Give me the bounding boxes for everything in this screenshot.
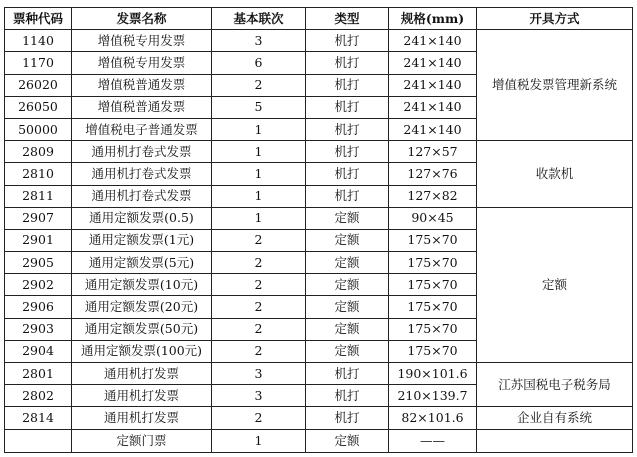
header-name: 发票名称: [72, 8, 212, 30]
cell-name: 通用机打卷式发票: [72, 141, 212, 163]
cell-copies: 2: [212, 340, 306, 362]
cell-copies: 1: [212, 185, 306, 207]
cell-name: 通用机打发票: [72, 385, 212, 407]
cell-code: 2814: [5, 407, 72, 430]
cell-code: 2901: [5, 229, 72, 251]
cell-copies: 2: [212, 229, 306, 251]
cell-name: 定额门票: [72, 430, 212, 452]
cell-spec: 175×70: [389, 229, 477, 251]
cell-name: 增值税电子普通发票: [72, 118, 212, 140]
cell-name: 增值税专用发票: [72, 30, 212, 52]
cell-spec: ——: [389, 430, 477, 452]
cell-name: 增值税专用发票: [72, 52, 212, 74]
header-spec: 规格(mm): [389, 8, 477, 30]
cell-type: 机打: [306, 407, 389, 430]
cell-spec: 127×76: [389, 163, 477, 185]
cell-name: 通用定额发票(0.5): [72, 207, 212, 229]
table-row: [5, 141, 633, 163]
cell-type: 定额: [306, 207, 389, 229]
cell-code: 2904: [5, 340, 72, 362]
cell-spec: 175×70: [389, 340, 477, 362]
cell-method: 企业自有系统: [477, 407, 633, 430]
cell-copies: 5: [212, 96, 306, 118]
cell-type: 机打: [306, 74, 389, 96]
cell-copies: 6: [212, 52, 306, 74]
cell-spec: 175×70: [389, 318, 477, 340]
cell-code: 2810: [5, 163, 72, 185]
cell-spec: 127×57: [389, 141, 477, 163]
cell-type: 定额: [306, 229, 389, 251]
cell-name: 增值税普通发票: [72, 96, 212, 118]
cell-copies: 3: [212, 385, 306, 407]
cell-method: 江苏国税电子税务局: [477, 363, 633, 407]
cell-spec: 175×70: [389, 252, 477, 274]
table-row: [5, 430, 633, 452]
cell-spec: 241×140: [389, 30, 477, 52]
cell-type: 机打: [306, 363, 389, 385]
cell-code: 1170: [5, 52, 72, 74]
cell-name: 通用机打卷式发票: [72, 163, 212, 185]
cell-spec: 241×140: [389, 118, 477, 140]
cell-copies: 1: [212, 118, 306, 140]
header-type: 类型: [306, 8, 389, 30]
cell-type: 机打: [306, 52, 389, 74]
cell-name: 通用机打卷式发票: [72, 185, 212, 207]
cell-method: 定额: [477, 207, 633, 362]
cell-method: [477, 430, 633, 452]
cell-code: 2809: [5, 141, 72, 163]
cell-copies: 1: [212, 163, 306, 185]
cell-code: 2811: [5, 185, 72, 207]
cell-code: 26050: [5, 96, 72, 118]
cell-name: 通用机打发票: [72, 407, 212, 430]
cell-type: 机打: [306, 30, 389, 52]
cell-copies: 1: [212, 207, 306, 229]
header-row: [5, 8, 633, 30]
cell-copies: 1: [212, 141, 306, 163]
cell-type: 定额: [306, 252, 389, 274]
cell-code: 50000: [5, 118, 72, 140]
cell-copies: 2: [212, 252, 306, 274]
cell-name: 通用机打发票: [72, 363, 212, 385]
cell-spec: 175×70: [389, 296, 477, 318]
cell-code: 2801: [5, 363, 72, 385]
cell-type: 定额: [306, 296, 389, 318]
table-row: [5, 363, 633, 385]
cell-copies: 1: [212, 430, 306, 452]
table-row: [5, 207, 633, 229]
cell-type: 定额: [306, 430, 389, 452]
cell-spec: 210×139.7: [389, 385, 477, 407]
cell-code: 2902: [5, 274, 72, 296]
cell-code: 2907: [5, 207, 72, 229]
cell-spec: 241×140: [389, 74, 477, 96]
cell-copies: 2: [212, 407, 306, 430]
cell-method: 增值税发票管理新系统: [477, 30, 633, 141]
cell-type: 定额: [306, 340, 389, 362]
cell-code: [5, 430, 72, 452]
invoice-types-table: [4, 7, 633, 453]
cell-spec: 82×101.6: [389, 407, 477, 430]
cell-type: 机打: [306, 163, 389, 185]
table-body: [5, 30, 633, 452]
cell-spec: 241×140: [389, 52, 477, 74]
cell-type: 机打: [306, 141, 389, 163]
cell-code: 1140: [5, 30, 72, 52]
cell-spec: 241×140: [389, 96, 477, 118]
cell-type: 机打: [306, 118, 389, 140]
cell-code: 26020: [5, 74, 72, 96]
cell-copies: 3: [212, 363, 306, 385]
cell-type: 定额: [306, 274, 389, 296]
header-method: 开具方式: [477, 8, 633, 30]
cell-name: 通用定额发票(5元): [72, 252, 212, 274]
cell-type: 机打: [306, 185, 389, 207]
cell-name: 通用定额发票(1元): [72, 229, 212, 251]
cell-name: 通用定额发票(10元): [72, 274, 212, 296]
header-copies: 基本联次: [212, 8, 306, 30]
cell-type: 机打: [306, 96, 389, 118]
cell-method: 收款机: [477, 141, 633, 208]
table-row: [5, 30, 633, 52]
cell-code: 2906: [5, 296, 72, 318]
cell-copies: 2: [212, 74, 306, 96]
cell-name: 通用定额发票(20元): [72, 296, 212, 318]
header-code: 票种代码: [5, 8, 72, 30]
table-row: [5, 407, 633, 430]
cell-code: 2802: [5, 385, 72, 407]
cell-type: 机打: [306, 385, 389, 407]
cell-spec: 175×70: [389, 274, 477, 296]
cell-name: 通用定额发票(100元): [72, 340, 212, 362]
cell-code: 2905: [5, 252, 72, 274]
cell-copies: 2: [212, 318, 306, 340]
cell-code: 2903: [5, 318, 72, 340]
cell-spec: 90×45: [389, 207, 477, 229]
cell-copies: 3: [212, 30, 306, 52]
cell-copies: 2: [212, 274, 306, 296]
cell-name: 通用定额发票(50元): [72, 318, 212, 340]
cell-spec: 127×82: [389, 185, 477, 207]
cell-spec: 190×101.6: [389, 363, 477, 385]
cell-name: 增值税普通发票: [72, 74, 212, 96]
cell-type: 定额: [306, 318, 389, 340]
cell-copies: 2: [212, 296, 306, 318]
